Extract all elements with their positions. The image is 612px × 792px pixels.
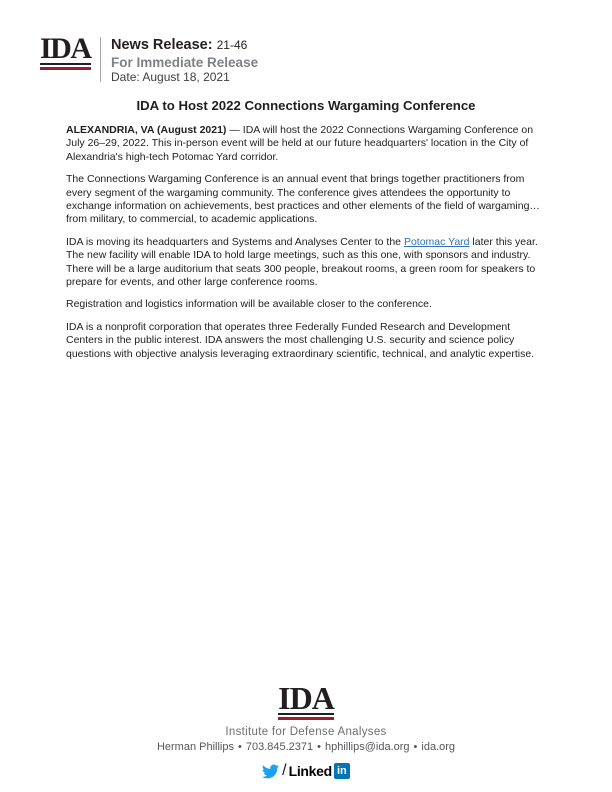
- slash-separator: /: [282, 762, 287, 780]
- contact-phone: 703.845.2371: [245, 741, 314, 754]
- contact-line: [157, 741, 455, 753]
- news-release-line: [111, 38, 258, 54]
- news-release-label: News Release: [111, 37, 208, 53]
- news-release-colon: :: [207, 37, 217, 53]
- release-number: 21-46: [216, 38, 248, 52]
- date-line: Date: August 18, 2021: [111, 70, 230, 85]
- hq-text-before-link: IDA is moving its headquarters and Systems and Analyses Center to the: [66, 235, 404, 248]
- bullet-separator: •: [317, 741, 321, 754]
- ida-logo-footer: [278, 680, 334, 720]
- immediate-release-line: For Immediate Release: [111, 54, 259, 70]
- linkedin-wordmark[interactable]: Linked: [288, 763, 332, 780]
- bullet-separator: •: [237, 741, 242, 754]
- article-body: [66, 98, 546, 370]
- linkedin-in-badge-icon[interactable]: in: [334, 763, 350, 779]
- masthead-text-block: [111, 36, 258, 85]
- page-footer: [0, 680, 612, 780]
- ida-logo-red-underline: [40, 67, 91, 71]
- dateline-rest: — IDA will host the 2022 Connections Wargaming Conference on July 26–29, 2022. This in-person event will be held at our future headquarters' location in the City of Alexandria's high-tech Potomac Yard corridor.: [66, 124, 534, 163]
- contact-website: ida.org: [421, 741, 456, 754]
- paragraph-dateline: [66, 124, 546, 164]
- masthead-divider: [100, 37, 102, 82]
- masthead: [40, 32, 259, 85]
- paragraph-registration: Registration and logistics information will be available closer to the conference.: [66, 298, 432, 311]
- contact-name: Herman Phillips: [156, 741, 234, 754]
- dateline-bold: ALEXANDRIA, VA (August 2021): [66, 124, 227, 136]
- ida-logo-wordmark: IDA: [278, 680, 334, 716]
- hq-text-after-link: later this year. The new facility will enable IDA to hold large meetings, such as this one, with sponsors and industry. There will be a large auditorium that seats 300 people, breakout rooms, a green room for speakers to prepare for events, and other large conference rooms.: [66, 235, 538, 289]
- ida-logo-red-underline: [278, 717, 334, 721]
- paragraph-headquarters-move: [66, 236, 546, 290]
- social-links-row: [262, 762, 350, 780]
- paragraph-conference-overview: The Connections Wargaming Conference is an annual event that brings together practitioners from every segment of the wargaming community. The conference gives attendees the opportunity to exchange information on achievements, best practices and other elements of the field of wargaming…from military, to commercial, to academic applications.: [66, 173, 540, 226]
- organization-name: Institute for Defense Analyses: [225, 726, 387, 739]
- twitter-icon[interactable]: [262, 763, 279, 780]
- ida-logo-wordmark: IDA: [40, 32, 91, 65]
- article-title: IDA to Host 2022 Connections Wargaming Conference: [136, 98, 476, 113]
- ida-logo-header: [40, 32, 91, 70]
- contact-email: hphillips@ida.org: [325, 741, 410, 754]
- bullet-separator: •: [413, 741, 418, 754]
- potomac-yard-link[interactable]: Potomac Yard: [403, 235, 470, 248]
- paragraph-boilerplate: IDA is a nonprofit corporation that operates three Federally Funded Research and Development Centers in the public interest. IDA answers the most challenging U.S. security and science policy questions with objective analysis leveraging extraordinary scientific, technical, and analytic expertise.: [66, 320, 535, 360]
